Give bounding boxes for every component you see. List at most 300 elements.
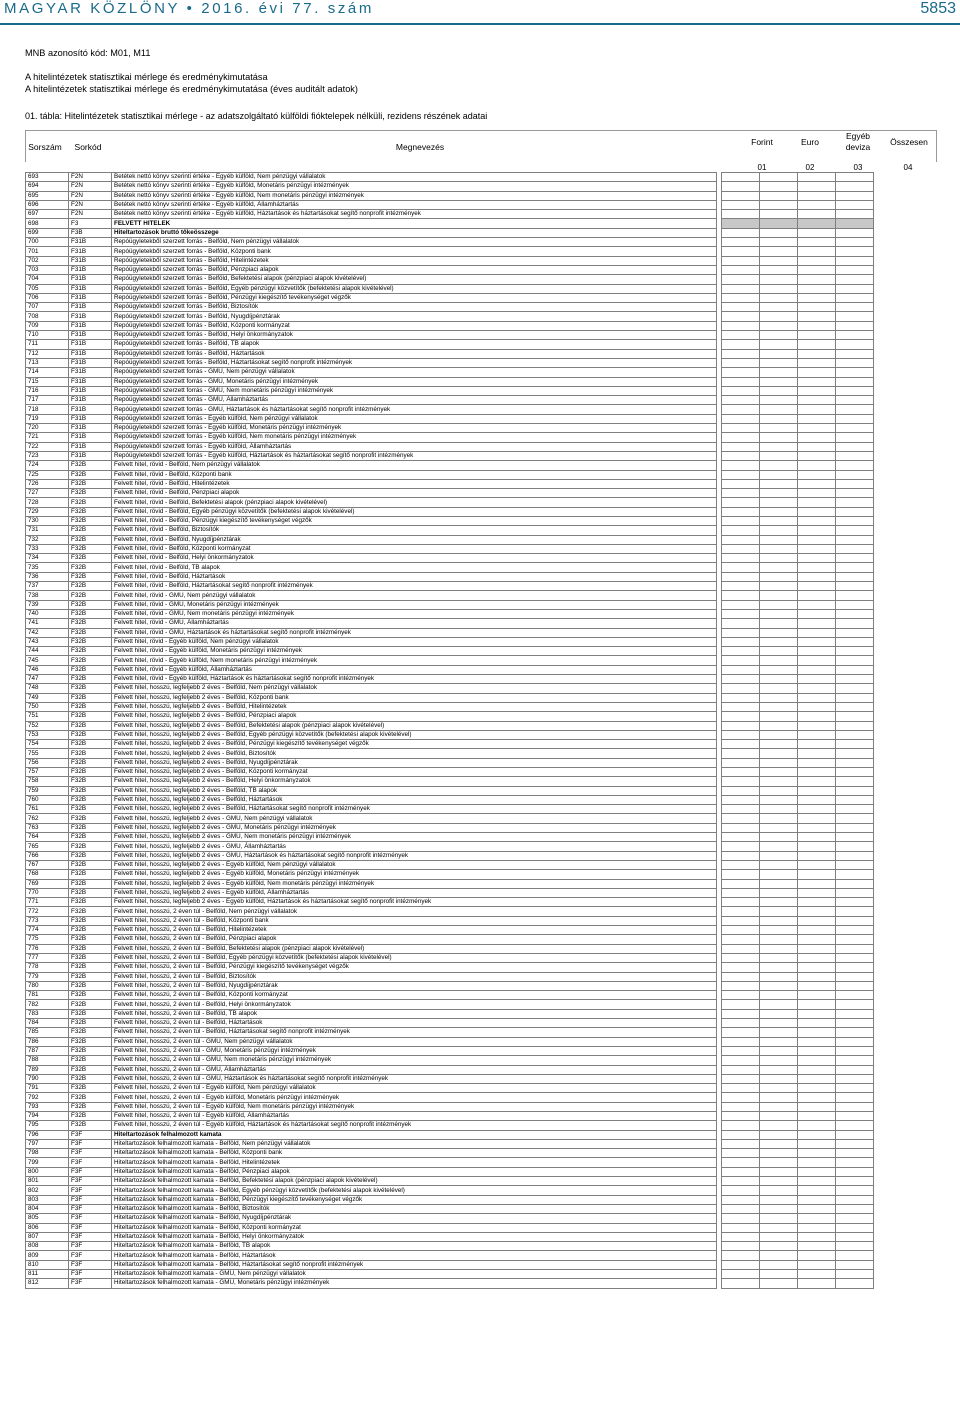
row-value-forint [722, 712, 760, 721]
row-value-euro [760, 1037, 798, 1046]
row-value-forint [722, 740, 760, 749]
row-sorkod: F32B [69, 712, 112, 721]
table-row [26, 628, 874, 637]
row-value-forint [722, 637, 760, 646]
row-sorkod: F31B [69, 303, 112, 312]
table-row [26, 405, 874, 414]
row-value-egyeb [798, 210, 836, 219]
row-sorszam: 727 [26, 489, 69, 498]
row-value-euro [760, 1232, 798, 1241]
row-value-egyeb [798, 182, 836, 191]
row-value-forint [722, 1177, 760, 1186]
table-row [26, 1260, 874, 1269]
table-row [26, 842, 874, 851]
row-value-egyeb [798, 1084, 836, 1093]
row-sorkod: F32B [69, 526, 112, 535]
row-megnevezes: FELVETT HITELEK [112, 219, 717, 228]
row-value-forint [722, 461, 760, 470]
row-sorszam: 739 [26, 600, 69, 609]
row-sorkod: F32B [69, 944, 112, 953]
row-value-egyeb [798, 740, 836, 749]
row-value-forint [722, 1093, 760, 1102]
journal-title: MAGYAR KÖZLÖNY • 2016. évi 77. szám [4, 0, 374, 17]
row-value-forint [722, 572, 760, 581]
table-row [26, 247, 874, 256]
row-sorszam: 723 [26, 451, 69, 460]
row-sorkod: F32B [69, 860, 112, 869]
row-sorkod: F3F [69, 1177, 112, 1186]
table-row [26, 582, 874, 591]
row-value-egyeb [798, 1223, 836, 1232]
row-megnevezes: Felvett hitel, hosszú, legfeljebb 2 éves - Belföld, Háztartások [112, 795, 717, 804]
row-value-egyeb [798, 693, 836, 702]
table-row [26, 1084, 874, 1093]
row-value-egyeb [798, 1186, 836, 1195]
row-megnevezes: Felvett hitel, hosszú, legfeljebb 2 éves - GMU, Államháztartás [112, 842, 717, 851]
table-row [26, 1158, 874, 1167]
row-value-osszesen [836, 377, 874, 386]
row-value-egyeb [798, 758, 836, 767]
row-sorkod: F32B [69, 795, 112, 804]
row-sorkod: F32B [69, 1102, 112, 1111]
row-value-euro [760, 1046, 798, 1055]
row-sorszam: 750 [26, 702, 69, 711]
row-value-euro [760, 740, 798, 749]
row-sorkod: F32B [69, 637, 112, 646]
row-value-forint [722, 451, 760, 460]
row-sorszam: 716 [26, 386, 69, 395]
row-value-forint [722, 1214, 760, 1223]
table-row [26, 554, 874, 563]
row-value-forint [722, 414, 760, 423]
col-num-01: 01 [757, 163, 767, 172]
row-value-euro [760, 582, 798, 591]
row-value-osszesen [836, 768, 874, 777]
table-row [26, 1130, 874, 1139]
table-row [26, 860, 874, 869]
row-value-forint [722, 926, 760, 935]
row-value-euro [760, 238, 798, 247]
row-sorkod: F3F [69, 1149, 112, 1158]
row-value-forint [722, 340, 760, 349]
row-value-euro [760, 991, 798, 1000]
row-value-osszesen [836, 730, 874, 739]
table-row [26, 935, 874, 944]
row-value-egyeb [798, 284, 836, 293]
row-value-egyeb [798, 191, 836, 200]
row-sorszam: 715 [26, 377, 69, 386]
row-value-euro [760, 805, 798, 814]
row-sorkod: F32B [69, 991, 112, 1000]
row-value-egyeb [798, 321, 836, 330]
row-value-osszesen [836, 1149, 874, 1158]
row-value-egyeb [798, 860, 836, 869]
row-value-osszesen [836, 238, 874, 247]
row-value-forint [722, 963, 760, 972]
row-value-egyeb [798, 628, 836, 637]
row-sorkod: F32B [69, 702, 112, 711]
row-megnevezes: Hiteltartozások felhalmozott kamata - Belföld, Központi bank [112, 1149, 717, 1158]
table-row [26, 898, 874, 907]
row-sorkod: F32B [69, 963, 112, 972]
row-value-euro [760, 535, 798, 544]
row-megnevezes: Felvett hitel, rövid - GMU, Nem pénzügyi vállalatok [112, 591, 717, 600]
row-sorszam: 762 [26, 814, 69, 823]
row-value-egyeb [798, 1074, 836, 1083]
row-sorkod: F32B [69, 721, 112, 730]
row-value-egyeb [798, 981, 836, 990]
row-megnevezes: Repóügyletekből szerzett forrás - GMU, Nem pénzügyi vállalatok [112, 368, 717, 377]
row-value-osszesen [836, 1111, 874, 1120]
row-sorszam: 700 [26, 238, 69, 247]
row-value-euro [760, 470, 798, 479]
row-value-forint [722, 200, 760, 209]
row-value-euro [760, 191, 798, 200]
table-row [26, 1074, 874, 1083]
row-value-osszesen [836, 1279, 874, 1288]
row-value-egyeb [798, 470, 836, 479]
row-sorszam: 733 [26, 544, 69, 553]
row-value-forint [722, 619, 760, 628]
table-row [26, 265, 874, 274]
table-row [26, 1167, 874, 1176]
row-value-osszesen [836, 860, 874, 869]
row-megnevezes: Repóügyletekből szerzett forrás - Belföld, Pénzpiaci alapok [112, 265, 717, 274]
row-megnevezes: Felvett hitel, hosszú, legfeljebb 2 éves - Belföld, Pénzpiaci alapok [112, 712, 717, 721]
row-value-egyeb [798, 591, 836, 600]
row-sorszam: 725 [26, 470, 69, 479]
row-megnevezes: Felvett hitel, hosszú, 2 éven túl - GMU, Nem monetáris pénzügyi intézmények [112, 1056, 717, 1065]
row-value-osszesen [836, 461, 874, 470]
row-value-euro [760, 1214, 798, 1223]
row-value-forint [722, 321, 760, 330]
table-row [26, 730, 874, 739]
row-value-egyeb [798, 312, 836, 321]
row-value-egyeb [798, 1093, 836, 1102]
table-row [26, 489, 874, 498]
row-sorkod: F2N [69, 182, 112, 191]
row-value-osszesen [836, 786, 874, 795]
row-value-euro [760, 377, 798, 386]
row-sorkod: F32B [69, 656, 112, 665]
row-sorszam: 761 [26, 805, 69, 814]
row-value-euro [760, 554, 798, 563]
row-megnevezes: Betétek nettó könyv szerinti értéke - Egyéb külföld, Háztartások és háztartásokat segítő nonprofit intézmények [112, 210, 717, 219]
row-value-egyeb [798, 833, 836, 842]
col-num-03: 03 [853, 163, 863, 172]
row-value-euro [760, 1260, 798, 1269]
row-sorszam: 717 [26, 396, 69, 405]
row-value-egyeb [798, 1177, 836, 1186]
row-sorkod: F31B [69, 405, 112, 414]
row-sorszam: 788 [26, 1056, 69, 1065]
table-row [26, 321, 874, 330]
row-value-forint [722, 721, 760, 730]
row-value-egyeb [798, 219, 836, 228]
row-value-osszesen [836, 479, 874, 488]
row-value-egyeb [798, 656, 836, 665]
row-sorkod: F3F [69, 1167, 112, 1176]
row-megnevezes: Hiteltartozások felhalmozott kamata [112, 1130, 717, 1139]
row-sorszam: 792 [26, 1093, 69, 1102]
row-value-osszesen [836, 628, 874, 637]
row-value-forint [722, 247, 760, 256]
row-value-osszesen [836, 1223, 874, 1232]
row-value-osszesen [836, 944, 874, 953]
row-sorszam: 764 [26, 833, 69, 842]
row-megnevezes: Hiteltartozások felhalmozott kamata - Belföld, TB alapok [112, 1242, 717, 1251]
row-megnevezes: Felvett hitel, hosszú, legfeljebb 2 éves - GMU, Nem monetáris pénzügyi intézmények [112, 833, 717, 842]
row-value-euro [760, 619, 798, 628]
row-sorszam: 793 [26, 1102, 69, 1111]
row-value-egyeb [798, 442, 836, 451]
row-value-egyeb [798, 349, 836, 358]
row-value-forint [722, 1028, 760, 1037]
table-row [26, 981, 874, 990]
row-megnevezes: Felvett hitel, hosszú, 2 éven túl - Belföld, Pénzpiaci alapok [112, 935, 717, 944]
row-value-egyeb [798, 991, 836, 1000]
row-megnevezes: Hiteltartozások felhalmozott kamata - Belföld, Nyugdíjpénztárak [112, 1214, 717, 1223]
row-sorszam: 747 [26, 675, 69, 684]
row-value-egyeb [798, 972, 836, 981]
row-megnevezes: Felvett hitel, rövid - Belföld, Egyéb pénzügyi közvetítők (befektetési alapok kivételével) [112, 507, 717, 516]
row-value-egyeb [798, 935, 836, 944]
row-value-egyeb [798, 1102, 836, 1111]
row-value-forint [722, 554, 760, 563]
row-value-euro [760, 1149, 798, 1158]
table-row [26, 368, 874, 377]
row-sorkod: F32B [69, 647, 112, 656]
row-value-osszesen [836, 275, 874, 284]
row-value-egyeb [798, 647, 836, 656]
row-value-osszesen [836, 1000, 874, 1009]
row-value-euro [760, 1056, 798, 1065]
row-value-euro [760, 451, 798, 460]
row-value-osszesen [836, 665, 874, 674]
row-value-forint [722, 768, 760, 777]
table-row [26, 1046, 874, 1055]
row-value-euro [760, 768, 798, 777]
row-value-forint [722, 1009, 760, 1018]
row-value-forint [722, 1121, 760, 1130]
row-value-osszesen [836, 358, 874, 367]
row-megnevezes: Felvett hitel, hosszú, legfeljebb 2 éves - Belföld, Pénzügyi kiegészítő tevékenységet végzők [112, 740, 717, 749]
row-value-forint [722, 182, 760, 191]
row-megnevezes: Felvett hitel, rövid - Belföld, Nem pénzügyi vállalatok [112, 461, 717, 470]
table-row [26, 972, 874, 981]
row-sorkod: F32B [69, 1046, 112, 1055]
row-megnevezes: Felvett hitel, rövid - Egyéb külföld, Monetáris pénzügyi intézmények [112, 647, 717, 656]
row-value-forint [722, 609, 760, 618]
row-value-egyeb [798, 712, 836, 721]
row-value-osszesen [836, 526, 874, 535]
row-value-euro [760, 935, 798, 944]
row-megnevezes: Felvett hitel, hosszú, legfeljebb 2 éves - Belföld, TB alapok [112, 786, 717, 795]
row-sorkod: F31B [69, 256, 112, 265]
row-value-euro [760, 1223, 798, 1232]
row-value-osszesen [836, 749, 874, 758]
row-value-forint [722, 833, 760, 842]
row-sorkod: F32B [69, 768, 112, 777]
row-value-euro [760, 1242, 798, 1251]
row-value-euro [760, 600, 798, 609]
row-sorszam: 791 [26, 1084, 69, 1093]
row-sorkod: F32B [69, 777, 112, 786]
row-value-osszesen [836, 284, 874, 293]
row-sorszam: 730 [26, 516, 69, 525]
row-value-egyeb [798, 414, 836, 423]
row-value-osszesen [836, 256, 874, 265]
row-megnevezes: Hiteltartozások felhalmozott kamata - Belföld, Pénzpiaci alapok [112, 1167, 717, 1176]
row-value-egyeb [798, 544, 836, 553]
row-value-euro [760, 1065, 798, 1074]
row-megnevezes: Felvett hitel, hosszú, 2 éven túl - Belföld, Egyéb pénzügyi közvetítők (befektetési alapok kivételével) [112, 953, 717, 962]
row-megnevezes: Felvett hitel, hosszú, 2 éven túl - Belföld, Háztartások [112, 1019, 717, 1028]
row-value-osszesen [836, 637, 874, 646]
row-megnevezes: Repóügyletekből szerzett forrás - Belföld, Központi kormányzat [112, 321, 717, 330]
row-value-egyeb [798, 433, 836, 442]
row-value-egyeb [798, 340, 836, 349]
row-sorkod: F32B [69, 981, 112, 990]
row-value-egyeb [798, 1046, 836, 1055]
row-megnevezes: Felvett hitel, hosszú, 2 éven túl - Belföld, Pénzügyi kiegészítő tevékenységet végzők [112, 963, 717, 972]
table-row [26, 396, 874, 405]
row-sorkod: F32B [69, 1000, 112, 1009]
row-value-osszesen [836, 870, 874, 879]
table-row [26, 944, 874, 953]
row-megnevezes: Hiteltartozások felhalmozott kamata - Belföld, Biztosítók [112, 1204, 717, 1213]
row-value-forint [722, 238, 760, 247]
row-value-forint [722, 665, 760, 674]
row-value-osszesen [836, 191, 874, 200]
row-value-euro [760, 368, 798, 377]
row-megnevezes: Felvett hitel, hosszú, 2 éven túl - GMU, Monetáris pénzügyi intézmények [112, 1046, 717, 1055]
col-egyeb-line2: deviza [845, 142, 871, 152]
row-sorszam: 779 [26, 972, 69, 981]
row-value-euro [760, 1130, 798, 1139]
table-row [26, 340, 874, 349]
row-value-euro [760, 256, 798, 265]
row-sorszam: 731 [26, 526, 69, 535]
row-sorszam: 767 [26, 860, 69, 869]
row-value-euro [760, 182, 798, 191]
row-value-euro [760, 1204, 798, 1213]
row-value-forint [722, 795, 760, 804]
row-value-euro [760, 173, 798, 182]
row-sorkod: F32B [69, 1037, 112, 1046]
row-value-osszesen [836, 963, 874, 972]
row-value-egyeb [798, 479, 836, 488]
row-megnevezes: Felvett hitel, rövid - Belföld, Központi kormányzat [112, 544, 717, 553]
row-value-osszesen [836, 1037, 874, 1046]
table-row [26, 693, 874, 702]
row-value-euro [760, 507, 798, 516]
row-sorszam: 737 [26, 582, 69, 591]
row-sorkod: F32B [69, 675, 112, 684]
row-sorszam: 759 [26, 786, 69, 795]
row-value-euro [760, 1111, 798, 1120]
row-value-euro [760, 1093, 798, 1102]
row-value-euro [760, 479, 798, 488]
row-value-osszesen [836, 1084, 874, 1093]
row-sorszam: 738 [26, 591, 69, 600]
row-megnevezes: Repóügyletekből szerzett forrás - Belföld, Háztartásokat segítő nonprofit intézmények [112, 358, 717, 367]
table-row [26, 1009, 874, 1018]
row-sorkod: F32B [69, 572, 112, 581]
row-megnevezes: Felvett hitel, hosszú, 2 éven túl - GMU, Nem pénzügyi vállalatok [112, 1037, 717, 1046]
row-value-forint [722, 424, 760, 433]
row-value-egyeb [798, 1065, 836, 1074]
row-value-osszesen [836, 489, 874, 498]
row-megnevezes: Repóügyletekből szerzett forrás - Belföld, Nem pénzügyi vállalatok [112, 238, 717, 247]
row-sorkod: F3F [69, 1279, 112, 1288]
row-value-osszesen [836, 1102, 874, 1111]
row-value-euro [760, 684, 798, 693]
row-sorkod: F32B [69, 749, 112, 758]
table-row [26, 600, 874, 609]
row-sorkod: F2N [69, 191, 112, 200]
row-sorszam: 704 [26, 275, 69, 284]
col-num-02: 02 [805, 163, 815, 172]
row-megnevezes: Felvett hitel, rövid - GMU, Monetáris pénzügyi intézmények [112, 600, 717, 609]
row-sorkod: F32B [69, 693, 112, 702]
row-megnevezes: Hiteltartozások felhalmozott kamata - Belföld, Befektetési alapok (pénzpiaci alapok kivételével) [112, 1177, 717, 1186]
row-value-osszesen [836, 935, 874, 944]
row-sorszam: 709 [26, 321, 69, 330]
table-row [26, 535, 874, 544]
row-megnevezes: Felvett hitel, rövid - GMU, Államháztartás [112, 619, 717, 628]
table-row [26, 219, 874, 228]
row-value-euro [760, 1279, 798, 1288]
row-value-egyeb [798, 1149, 836, 1158]
row-sorkod: F32B [69, 535, 112, 544]
row-value-forint [722, 628, 760, 637]
row-megnevezes: Betétek nettó könyv szerinti értéke - Egyéb külföld, Nem monetáris pénzügyi intézmények [112, 191, 717, 200]
row-sorszam: 796 [26, 1130, 69, 1139]
row-sorszam: 703 [26, 265, 69, 274]
row-sorszam: 696 [26, 200, 69, 209]
header-divider [0, 23, 960, 25]
row-sorkod: F32B [69, 1121, 112, 1130]
row-megnevezes: Felvett hitel, hosszú, legfeljebb 2 éves - Belföld, Központi bank [112, 693, 717, 702]
table-row [26, 591, 874, 600]
row-value-forint [722, 358, 760, 367]
table-row [26, 637, 874, 646]
row-value-forint [722, 1158, 760, 1167]
row-sorkod: F31B [69, 414, 112, 423]
row-value-forint [722, 1195, 760, 1204]
row-sorszam: 746 [26, 665, 69, 674]
row-value-forint [722, 535, 760, 544]
row-sorkod: F32B [69, 479, 112, 488]
row-sorszam: 770 [26, 888, 69, 897]
row-value-osszesen [836, 898, 874, 907]
row-value-osszesen [836, 535, 874, 544]
table-row [26, 721, 874, 730]
table-row [26, 331, 874, 340]
row-megnevezes: Repóügyletekből szerzett forrás - Belföld, Központi bank [112, 247, 717, 256]
table-row [26, 786, 874, 795]
row-value-egyeb [798, 563, 836, 572]
row-megnevezes: Repóügyletekből szerzett forrás - Belföld, Nyugdíjpénztárak [112, 312, 717, 321]
row-value-osszesen [836, 842, 874, 851]
row-value-osszesen [836, 1056, 874, 1065]
row-sorszam: 784 [26, 1019, 69, 1028]
row-value-forint [722, 544, 760, 553]
row-megnevezes: Felvett hitel, rövid - Belföld, Pénzpiaci alapok [112, 489, 717, 498]
table-row [26, 833, 874, 842]
row-value-forint [722, 693, 760, 702]
